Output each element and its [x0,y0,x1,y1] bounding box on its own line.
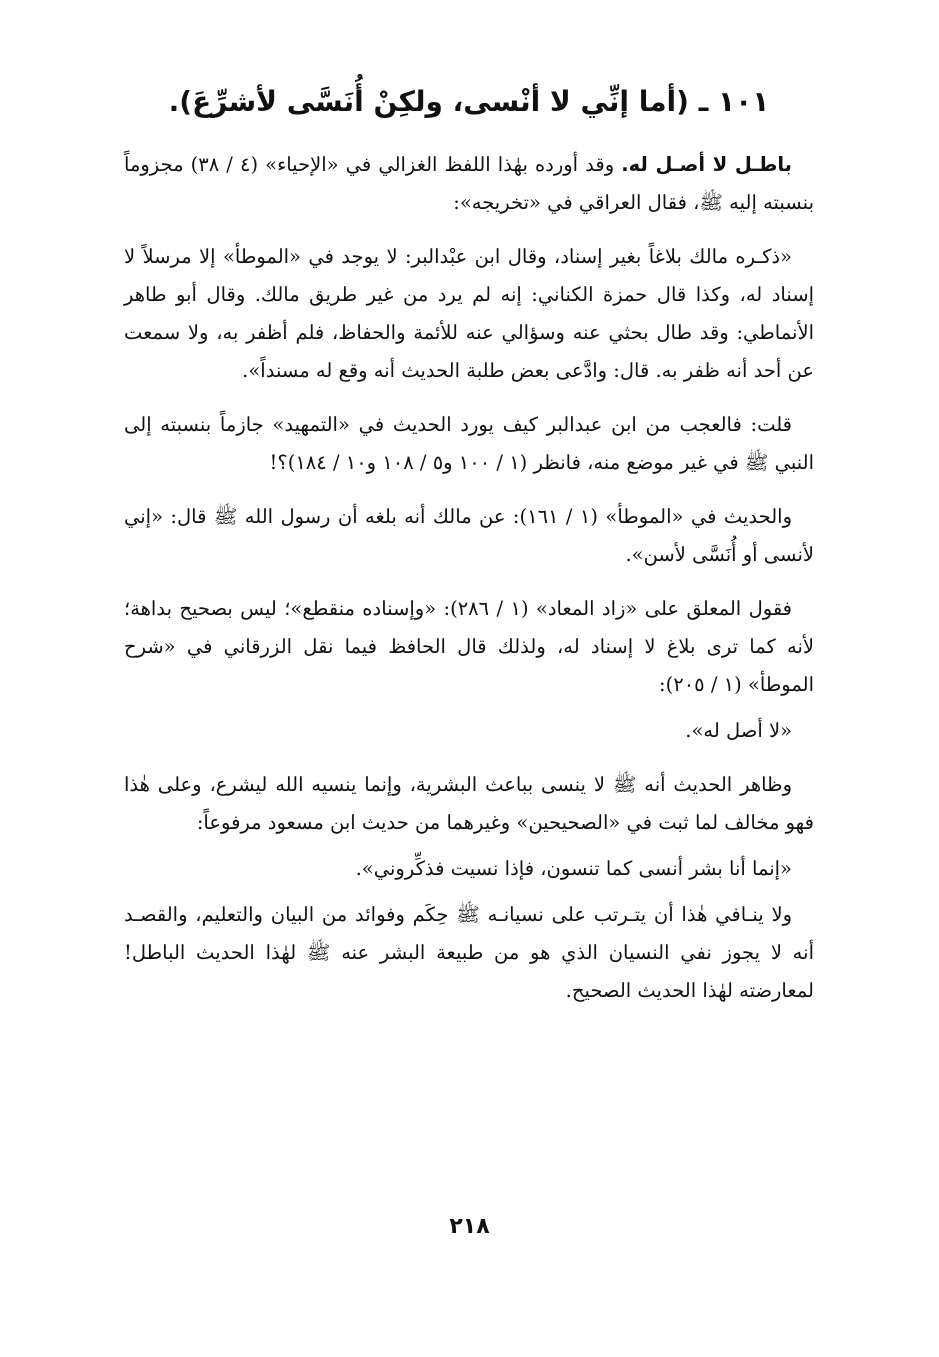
paragraph-conclusion: ولا ينـافي هٰذا أن يتـرتب على نسيانـه ﷺ حِكَم وفوائد من البيان والتعليم، والقصـد أنه لا يجوز نفي النسيان الذي هو من طبيعة البشر عنه ﷺ لهٰذا الحديث الباطل! لمعارضته لهٰذا الحديث الصحيح. [124,903,814,1002]
paragraph-no-basis: «لا أصل له». [685,719,792,742]
paragraph-zad-almaad: فقول المعلق على «زاد المعاد» (١ / ٢٨٦): «وإسناده منقطع»؛ ليس بصحيح بداهة؛ لأنه كما ترى بلاغ لا إسناد له، ولذلك قال الحافظ فيما نقل الزرقاني في «شرح الموطأ» (١ / ٢٠٥): [124,597,814,696]
paragraph-iraqi-quote: «ذكـره مالك بلاغاً بغير إسناد، وقال ابن عبْدالبر: لا يوجد في «الموطأ» إلا مرسلاً لا إسناد له، وكذا قال حمزة الكناني: إنه لم يرد من غير طريق مالك. وقال أبو طاهر الأنماطي: وقد طال بحثي عنه وسؤالي عنه للأئمة والحفاظ، فلم أظفر به، ولا سمعت عن أحد أنه ظفر به. قال: وادَّعى بعض طلبة الحديث أنه وقع له مسنداً». [124,245,814,382]
paragraph-ibn-abdilbarr: قلت: فالعجب من ابن عبدالبر كيف يورد الحديث في «التمهيد» جازماً بنسبته إلى النبي ﷺ في غير موضع منه، فانظر (١ / ١٠٠ و٥ / ١٠٨ و١٠ / ١٨٤)؟! [124,413,814,474]
page-number: ٢١٨ [449,1214,490,1239]
page-content [124,78,814,1010]
paragraph-apparent-meaning: وظاهر الحديث أنه ﷺ لا ينسى بباعث البشرية، وإنما ينسيه الله ليشرع، وعلى هٰذا فهو مخالف لما ثبت في «الصحيحين» وغيرهما من حديث ابن مسعود مرفوعاً: [124,773,814,834]
ruling-lead: باطـل لا أصـل له. [621,153,792,176]
paragraph-ruling [124,146,814,222]
paragraph-muwatta: والحديث في «الموطأ» (١ / ١٦١): عن مالك أنه بلغه أن رسول الله ﷺ قال: «إني لأنسى أو أُنَسَّى لأسن». [124,505,814,566]
ruling-text: وقد أورده بهٰذا اللفظ الغزالي في «الإحياء» (٤ / ٣٨) مجزوماً بنسبته إليه ﷺ، فقال العراقي في «تخريجه»: [124,153,814,214]
paragraph-ibn-masud-hadith: «إنما أنا بشر أنسى كما تنسون، فإذا نسيت فذكِّروني». [355,857,792,880]
hadith-heading: ١٠١ ـ (أما إنِّي لا أنْسى، ولكِنْ أُنَسَّى لأشرِّعَ). [168,85,770,118]
